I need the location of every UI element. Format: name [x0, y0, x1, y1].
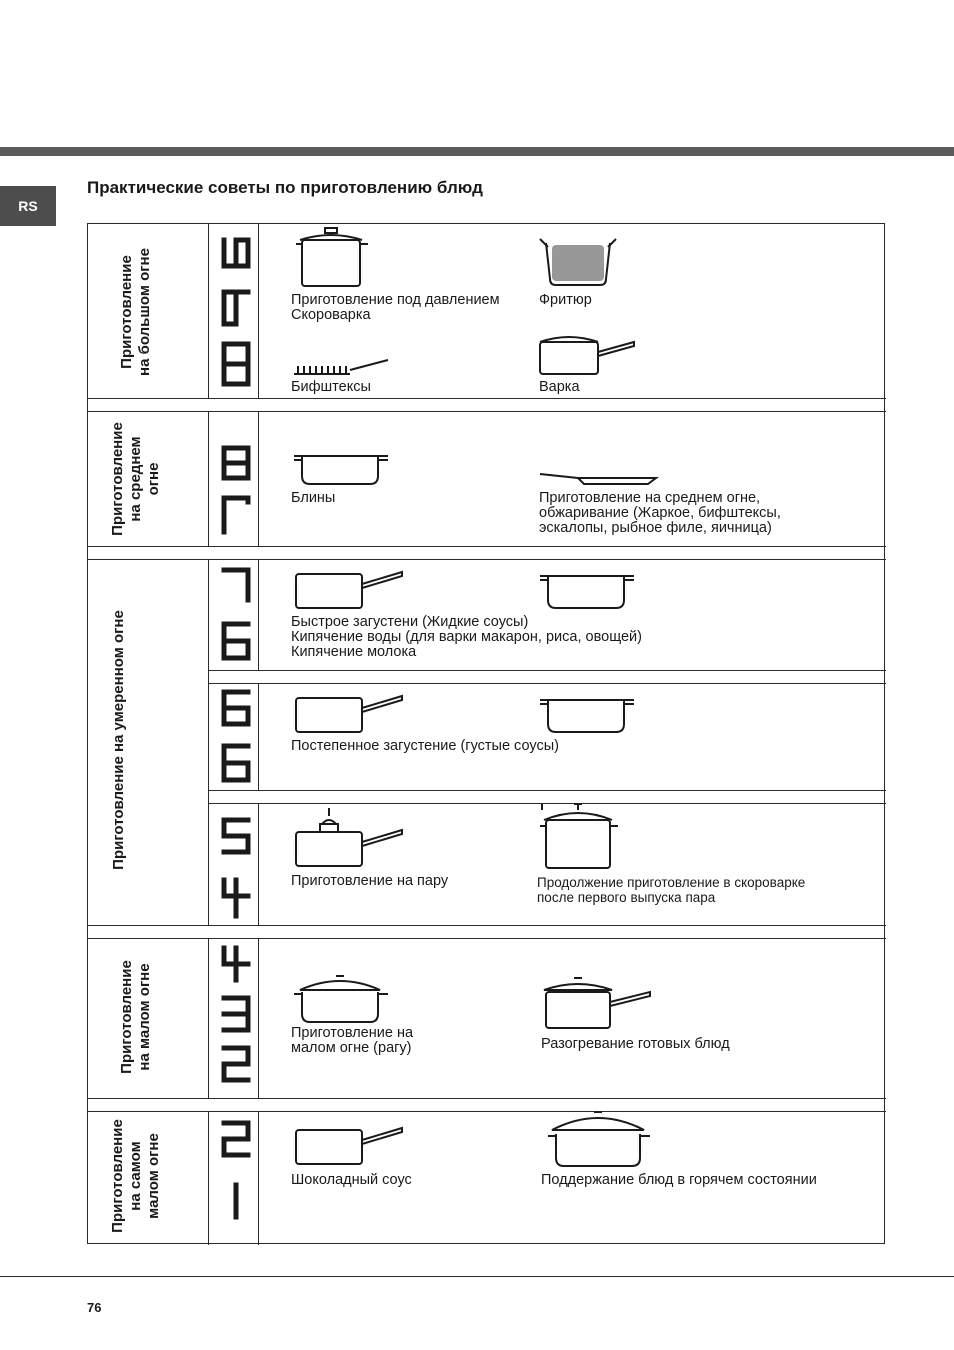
footer-line [0, 1276, 954, 1277]
shallow-pot-icon [292, 446, 390, 486]
row-divider [88, 1098, 886, 1099]
row-divider [88, 411, 886, 412]
col-divider [258, 803, 259, 925]
label-keepwarm: Поддержание блюд в горячем состоянии [541, 1172, 817, 1188]
pot-icon [538, 572, 638, 610]
row-divider [88, 925, 886, 926]
label-pressure-2: Скороварка [291, 307, 371, 323]
label-pancakes: Блины [291, 490, 336, 506]
frying-pan-icon [538, 470, 660, 486]
col-divider [258, 224, 259, 398]
row-divider [208, 790, 886, 791]
saucepan-icon [292, 1124, 404, 1166]
label-low-2: малом огне (рагу) [291, 1040, 412, 1056]
level-digits-5-6 [216, 684, 256, 789]
page-title: Практические советы по приготовлению блюд [87, 178, 483, 197]
row-divider [88, 546, 886, 547]
row-divider [208, 683, 886, 684]
header-bar [0, 147, 954, 156]
level-digits-8-9-b [216, 232, 256, 392]
col-divider [258, 683, 259, 790]
col-divider [208, 224, 209, 398]
label-medium-1: Приготовление на среднем огне, [539, 490, 761, 506]
label-quick-2: Кипячение воды (для варки макарон, риса, овощей) [291, 629, 642, 645]
covered-pot-icon [292, 972, 390, 1024]
label-quick-1: Быстрое загустени (Жидкие соусы) [291, 614, 529, 630]
large-covered-pot-icon [546, 1108, 652, 1168]
col-divider [208, 1111, 209, 1245]
label-choco: Шоколадный соус [291, 1172, 412, 1188]
grill-pan-icon [292, 356, 392, 380]
label-reheat: Разогревание готовых блюд [541, 1036, 730, 1052]
section-heading-low: Приготовление на малом огне [118, 960, 153, 1074]
label-steaks: Бифштексы [291, 379, 371, 395]
col-divider [258, 411, 259, 546]
section-heading-moderate: Приготовление на умеренном огне [110, 610, 127, 870]
deep-fryer-icon [536, 235, 620, 291]
label-medium-3: эскалопы, рыбное филе, яичница) [539, 520, 772, 536]
row-divider [88, 398, 886, 399]
level-digits-4-5 [216, 812, 256, 922]
level-digits-6-7 [216, 562, 256, 667]
pressure-cooker-icon [292, 226, 372, 290]
language-tab: RS [0, 186, 56, 226]
saucepan-icon [292, 692, 404, 734]
label-low-1: Приготовление на [291, 1025, 414, 1041]
page-number: 76 [87, 1300, 102, 1315]
label-fryer: Фритюр [539, 292, 592, 308]
label-pressure-1: Приготовление под давлением [291, 292, 500, 308]
col-divider [208, 559, 209, 925]
label-quick-3: Кипячение молока [291, 644, 417, 660]
steamer-icon [292, 804, 404, 868]
level-digits-2-3-4 [216, 940, 256, 1090]
pressure-cooker-valve-icon [538, 800, 622, 870]
saucepan-icon [292, 568, 404, 610]
label-pressure-cont-2: после первого выпуска пара [537, 890, 716, 905]
col-divider [208, 411, 209, 546]
label-steam: Приготовление на пару [291, 873, 449, 889]
level-digits-1-2 [216, 1115, 256, 1225]
cooking-tips-table [87, 223, 885, 1244]
row-divider [88, 938, 886, 939]
section-heading-medium: Приготовление на среднем огне [109, 422, 162, 536]
pot-icon [538, 696, 638, 734]
label-pressure-cont-1: Продолжение приготовление в скороварке [537, 875, 806, 890]
level-digits-7-8 [216, 440, 256, 545]
label-gradual: Постепенное загустение (густые соусы) [291, 738, 559, 754]
col-divider [258, 938, 259, 1098]
row-divider [88, 559, 886, 560]
col-divider [258, 1111, 259, 1245]
covered-saucepan-icon [540, 976, 654, 1032]
col-divider [208, 938, 209, 1098]
col-divider [258, 559, 259, 670]
label-medium-2: обжаривание (Жаркое, бифштексы, [539, 505, 781, 521]
label-boiling: Варка [539, 379, 580, 395]
row-divider [208, 670, 886, 671]
row-divider [88, 1111, 886, 1112]
saucepan-lid-icon [536, 330, 636, 376]
section-heading-very-low: Приготовление на самом малом огне [109, 1119, 162, 1233]
section-heading-high: Приготовление на большом огне [118, 248, 153, 376]
